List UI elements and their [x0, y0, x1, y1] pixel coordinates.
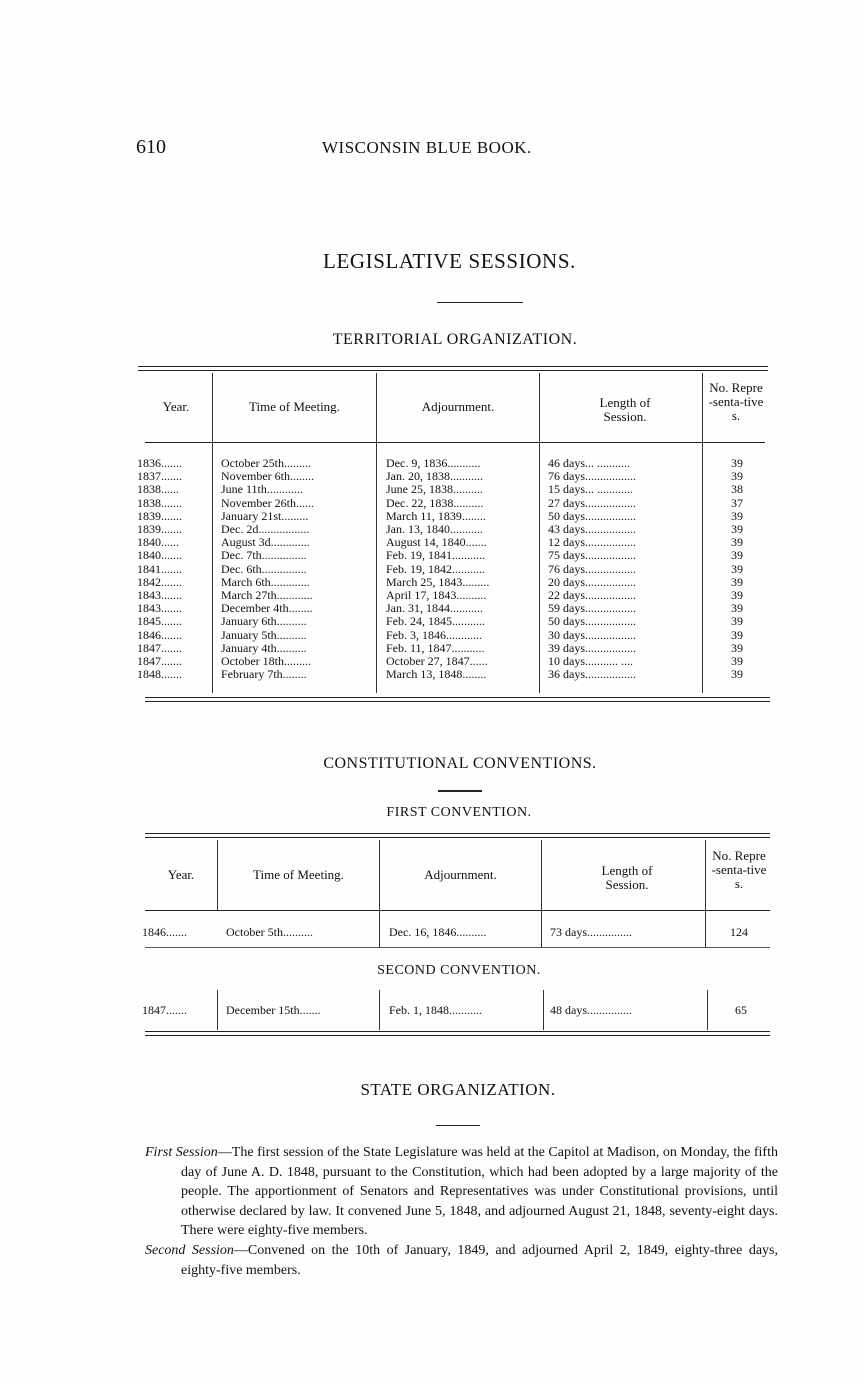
cell-length: 75 days................. [548, 549, 636, 563]
cell-time: November 26th...... [221, 496, 314, 510]
cell-length: 30 days................. [548, 628, 636, 642]
table-row [0, 615, 859, 628]
cell-reps: 39 [731, 655, 743, 668]
col-header-year: Year. [167, 867, 195, 882]
cell-reps: 39 [731, 575, 743, 589]
table-row [0, 655, 859, 668]
cell-time: January 4th.......... [221, 641, 307, 655]
cell-time: October 18th......... [221, 655, 311, 668]
cell-length: 10 days........... .... [548, 655, 633, 668]
table-row [0, 470, 859, 483]
cell-year: 1846....... [137, 628, 182, 642]
cell-year: 1841....... [137, 562, 182, 576]
cell-year: 1837....... [137, 470, 182, 484]
cell-year: 1846....... [142, 926, 187, 939]
cell-time: October 25th......... [221, 457, 311, 470]
col-header-year: Year. [162, 399, 190, 414]
state-heading: STATE ORGANIZATION. [360, 1080, 556, 1099]
cell-length: 50 days................. [548, 615, 636, 629]
cell-adjournment: April 17, 1843.......... [386, 589, 487, 602]
cell-reps: 39 [731, 457, 743, 470]
table-bottom-rule [145, 697, 770, 702]
cell-length: 48 days............... [550, 1004, 632, 1017]
cell-time: December 4th........ [221, 602, 313, 616]
cell-adjournment: Dec. 9, 1836........... [386, 457, 481, 470]
cell-adjournment: June 25, 1838.......... [386, 483, 483, 497]
cell-year: 1843....... [137, 589, 182, 602]
cell-length: 46 days... ........... [548, 457, 630, 470]
cell-reps: 39 [731, 523, 743, 536]
cell-time: January 6th.......... [221, 615, 307, 629]
cell-year: 1847....... [137, 641, 182, 655]
state-sessions-text [145, 1143, 778, 1280]
table-row [0, 926, 859, 942]
cell-length: 27 days................. [548, 496, 636, 510]
conventions-rule [438, 790, 482, 792]
col-header-length: Length of Session. [599, 395, 651, 424]
table-row [0, 602, 859, 615]
table-row [0, 523, 859, 536]
first-session-text: —The first session of the State Legislature was held at the Capitol at Madison, on Monday, the fifth day of June A. D. 1848, pursuant to the Constitution, which had been adopted by a large majority of the people. The apportionment of Senators and Representatives was under Constitutional provisions, until otherwise declared by law. It convened June 5, 1848, and adjourned August 21, 1848, seventy-eight days. There were eighty-five members. [181, 1145, 778, 1239]
cell-length: 15 days... ............ [548, 483, 633, 497]
table-row [0, 457, 859, 470]
cell-adjournment: October 27, 1847...... [386, 655, 488, 668]
state-rule [436, 1125, 480, 1126]
cell-reps: 39 [731, 589, 743, 602]
cell-reps: 39 [731, 562, 743, 576]
cell-reps: 65 [735, 1004, 747, 1017]
cell-length: 39 days................. [548, 641, 636, 655]
cell-length: 59 days................. [548, 602, 636, 616]
col-header-adjournment: Adjournment. [421, 399, 495, 414]
cell-adjournment: March 13, 1848........ [386, 668, 487, 682]
cell-length: 36 days................. [548, 668, 636, 682]
title-rule [437, 302, 523, 303]
territorial-heading: TERRITORIAL ORGANIZATION. [332, 331, 578, 348]
cell-time: February 7th........ [221, 668, 307, 682]
table-row [0, 668, 859, 681]
cell-year: 1840...... [137, 536, 179, 550]
table-top-rule [138, 366, 768, 371]
col-header-adjournment: Adjournment. [424, 867, 497, 882]
table-row [0, 497, 859, 510]
header-rule [145, 910, 770, 911]
cell-adjournment: Feb. 24, 1845........... [386, 615, 485, 629]
cell-reps: 39 [731, 470, 743, 484]
cell-adjournment: Jan. 31, 1844........... [386, 602, 483, 616]
cell-length: 43 days................. [548, 523, 636, 536]
cell-year: 1836....... [137, 457, 182, 470]
cell-adjournment: Dec. 16, 1846.......... [389, 926, 487, 939]
cell-adjournment: March 11, 1839........ [386, 509, 486, 523]
col-header-reps: No. Repre-senta-tives. [708, 380, 764, 423]
conventions-heading: CONSTITUTIONAL CONVENTIONS. [323, 755, 597, 772]
cell-time: March 6th............. [221, 575, 310, 589]
cell-year: 1845....... [137, 615, 182, 629]
cell-reps: 39 [731, 602, 743, 616]
first-session-paragraph [145, 1143, 778, 1241]
table-row [0, 642, 859, 655]
header-rule [145, 442, 765, 443]
col-header-reps: No. Repre-senta-tives. [711, 848, 767, 891]
cell-year: 1843....... [137, 602, 182, 616]
second-session-paragraph [145, 1241, 778, 1280]
page-title: LEGISLATIVE SESSIONS. [323, 249, 576, 273]
table-row [0, 563, 859, 576]
table-row [0, 549, 859, 562]
col-header-time: Time of Meeting. [253, 867, 344, 882]
cell-reps: 39 [731, 615, 743, 629]
cell-reps: 37 [731, 496, 743, 510]
table-row [0, 629, 859, 642]
cell-length: 76 days................. [548, 470, 636, 484]
cell-time: Dec. 7th............... [221, 549, 307, 563]
cell-year: 1840....... [137, 549, 182, 563]
cell-time: Dec. 6th............... [221, 562, 307, 576]
table-row [0, 483, 859, 496]
cell-reps: 39 [731, 628, 743, 642]
cell-reps: 39 [731, 549, 743, 563]
cell-length: 12 days................. [548, 536, 636, 550]
cell-adjournment: March 25, 1843......... [386, 575, 490, 589]
running-title: WISCONSIN BLUE BOOK. [322, 138, 532, 157]
cell-adjournment: Feb. 3, 1846............ [386, 628, 482, 642]
cell-year: 1848....... [137, 668, 182, 682]
cell-year: 1839....... [137, 509, 182, 523]
cell-time: Dec. 2d................. [221, 523, 310, 536]
cell-adjournment: Jan. 20, 1838........... [386, 470, 483, 484]
page-number: 610 [136, 136, 166, 158]
cell-adjournment: Jan. 13, 1840........... [386, 523, 483, 536]
cell-adjournment: Feb. 11, 1847........... [386, 641, 485, 655]
cell-adjournment: August 14, 1840....... [386, 536, 487, 550]
col-header-time: Time of Meeting. [249, 399, 340, 414]
table-row [0, 536, 859, 549]
cell-reps: 39 [731, 536, 743, 550]
cell-reps: 39 [731, 641, 743, 655]
table-bottom-rule [145, 1031, 770, 1036]
cell-time: January 21st......... [221, 509, 309, 523]
cell-adjournment: Feb. 19, 1842........... [386, 562, 485, 576]
col-header-length: Length of Session. [601, 863, 653, 892]
cell-year: 1838...... [137, 483, 179, 497]
second-convention-heading: SECOND CONVENTION. [377, 963, 541, 978]
cell-length: 76 days................. [548, 562, 636, 576]
table-row [0, 510, 859, 523]
cell-time: October 5th.......... [226, 926, 313, 939]
cell-reps: 124 [730, 926, 748, 939]
cell-time: March 27th............ [221, 589, 313, 602]
cell-length: 20 days................. [548, 575, 636, 589]
cell-length: 73 days............... [550, 926, 632, 939]
cell-reps: 39 [731, 668, 743, 682]
cell-length: 22 days................. [548, 589, 636, 602]
cell-time: January 5th.......... [221, 628, 307, 642]
cell-reps: 38 [731, 483, 743, 497]
cell-year: 1838....... [137, 496, 182, 510]
first-convention-heading: FIRST CONVENTION. [386, 805, 532, 820]
table-row [0, 576, 859, 589]
first-session-label: First Session [145, 1145, 218, 1160]
table-row [0, 589, 859, 602]
table-row [0, 1004, 859, 1020]
cell-time: November 6th........ [221, 470, 314, 484]
cell-year: 1847....... [142, 1004, 187, 1017]
cell-adjournment: Feb. 1, 1848........... [389, 1004, 482, 1017]
cell-adjournment: Dec. 22, 1838.......... [386, 496, 484, 510]
cell-year: 1839....... [137, 523, 182, 536]
second-session-text: —Convened on the 10th of January, 1849, and adjourned April 2, 1849, eighty-three days, eighty-five members. [181, 1242, 778, 1278]
table-top-rule [145, 833, 770, 838]
cell-length: 50 days................. [548, 509, 636, 523]
second-session-label: Second Session [145, 1242, 234, 1258]
cell-reps: 39 [731, 509, 743, 523]
cell-adjournment: Feb. 19, 1841........... [386, 549, 485, 563]
cell-time: June 11th............ [221, 483, 303, 497]
row-rule [145, 947, 770, 948]
cell-year: 1842....... [137, 575, 182, 589]
cell-year: 1847....... [137, 655, 182, 668]
cell-time: August 3d............. [221, 536, 310, 550]
cell-time: December 15th....... [226, 1004, 321, 1017]
